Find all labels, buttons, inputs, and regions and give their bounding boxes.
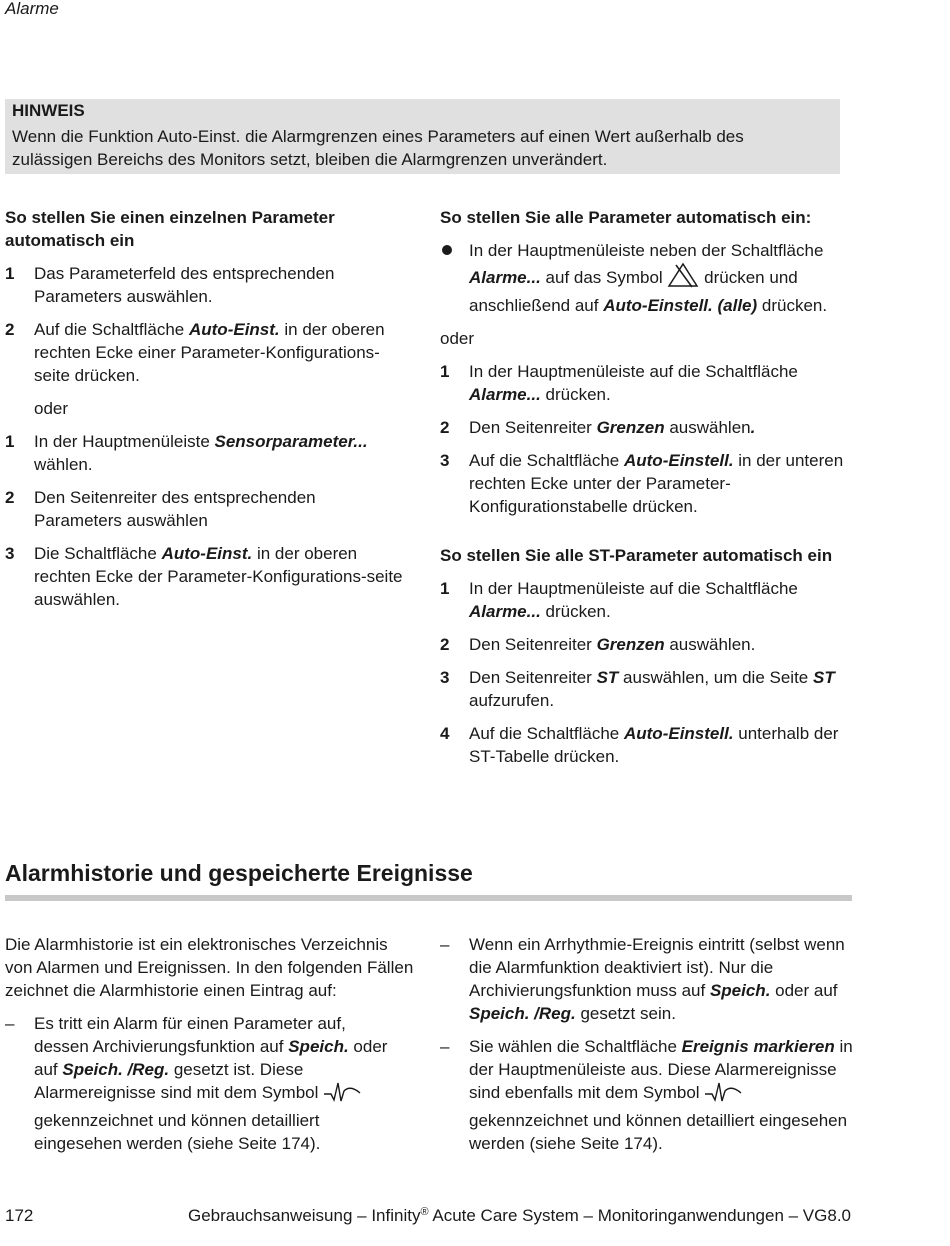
ui-term: ST xyxy=(812,668,835,687)
step-item xyxy=(440,666,869,712)
step-item xyxy=(5,430,404,476)
oder-text: oder xyxy=(440,329,475,348)
step-item xyxy=(440,722,869,768)
note-text: Wenn die Funktion Auto-Einst. die Alarmgrenzen eines Parameters auf einen Wert außerhalb des zulässigen Bereichs des Monitors setzt, bleiben die Alarmgrenzen unverändert. xyxy=(12,127,744,169)
step-item xyxy=(440,416,855,439)
step-text: Den Seitenreiter des entsprechenden Parameters auswählen xyxy=(34,488,316,530)
step-item xyxy=(440,449,854,518)
ui-term: Speich. xyxy=(709,981,771,1000)
step-text: unterhalb der ST-Tabelle drücken. xyxy=(469,724,839,766)
page-number: 172 xyxy=(5,1206,34,1225)
ui-term: Grenzen xyxy=(596,635,665,654)
ui-term: Alarme... xyxy=(469,268,541,287)
step-text: wählen. xyxy=(34,455,93,474)
ui-term: Auto-Einstell. xyxy=(623,451,734,470)
running-head: Alarme xyxy=(5,0,59,18)
dash-marker: – xyxy=(440,1037,450,1056)
step-text: In der Hauptmenüleiste auf die Schaltfläche xyxy=(469,362,798,381)
step-number: 2 xyxy=(440,635,450,654)
step-text: drücken. xyxy=(540,602,611,621)
bullet-item xyxy=(440,239,854,317)
step-text: Den Seitenreiter xyxy=(469,418,597,437)
step-text: aufzurufen. xyxy=(469,691,555,710)
step-number: 1 xyxy=(5,264,15,283)
section-right-column xyxy=(440,933,855,1155)
step-number: 3 xyxy=(440,451,450,470)
item-text: gekennzeichnet und können detailliert eingesehen werden (siehe Seite 174). xyxy=(469,1111,848,1153)
step-item xyxy=(5,318,389,387)
step-item xyxy=(5,542,404,611)
right-procedure-st xyxy=(440,544,855,768)
item-text: gekennzeichnet und können detailliert eingesehen werden (siehe Seite 174). xyxy=(34,1111,321,1153)
step-number: 1 xyxy=(440,362,450,381)
section-intro: Die Alarmhistorie ist ein elektronisches Verzeichnis von Alarmen und Ereignissen. In den folgenden Fällen zeichnet die Alarmhistorie einen Eintrag auf: xyxy=(5,935,414,1000)
step-text: in der oberen rechten Ecke einer Parameter-Konfigurations-seite drücken. xyxy=(34,320,385,385)
step-number: 2 xyxy=(440,418,450,437)
step-item xyxy=(440,577,854,623)
step-text: Das Parameterfeld des entsprechenden Parameters auswählen. xyxy=(34,264,335,306)
procedure-heading: So stellen Sie einen einzelnen Parameter automatisch ein xyxy=(5,208,335,250)
footer-title-text: Acute Care System – Monitoringanwendungen – VG8.0 xyxy=(428,1206,851,1225)
item-text: gesetzt sein. xyxy=(575,1004,676,1023)
step-number: 3 xyxy=(440,668,450,687)
dash-item xyxy=(5,1012,389,1155)
step-item xyxy=(5,486,374,532)
ui-term: Grenzen xyxy=(596,418,665,437)
oder-text: oder xyxy=(34,399,69,418)
step-text: Auf die Schaltfläche xyxy=(34,320,189,339)
step-text: drücken. xyxy=(540,385,611,404)
procedure-heading: So stellen Sie alle ST-Parameter automatisch ein xyxy=(440,546,833,565)
step-text: in der oberen rechten Ecke der Parameter-Konfigurations-seite auswählen. xyxy=(34,544,403,609)
step-number: 3 xyxy=(5,544,15,563)
procedure-heading: So stellen Sie alle Parameter automatisch ein: xyxy=(440,208,812,227)
item-text: in der Hauptmenüleiste aus. Diese Alarmereignisse sind ebenfalls mit dem Symbol xyxy=(469,1037,853,1102)
bullet-dot xyxy=(442,245,452,255)
item-text: oder auf xyxy=(34,1037,388,1079)
ui-term: Auto-Einst. xyxy=(161,544,253,563)
step-item xyxy=(5,262,415,308)
step-number: 4 xyxy=(440,724,450,743)
step-text: Den Seitenreiter xyxy=(469,635,597,654)
note-title: HINWEIS xyxy=(12,101,85,120)
step-number: 1 xyxy=(440,579,450,598)
step-item xyxy=(440,360,854,406)
step-text: drücken und anschließend auf xyxy=(469,268,798,315)
ui-term: Auto-Einstell. xyxy=(623,724,734,743)
event-waveform-icon xyxy=(323,1081,361,1109)
step-text: drücken. xyxy=(757,296,828,315)
ui-term: Speich. /Reg. xyxy=(62,1060,170,1079)
note-box xyxy=(5,99,840,174)
left-procedure xyxy=(5,206,415,611)
section-rule xyxy=(5,895,852,901)
item-text: Es tritt ein Alarm für einen Parameter auf, dessen Archivierungsfunktion auf xyxy=(34,1014,346,1056)
ui-term: Speich. /Reg. xyxy=(469,1004,576,1023)
dash-item xyxy=(440,933,854,1025)
footer-title-text: Gebrauchsanweisung – Infinity xyxy=(187,1206,421,1225)
registered-mark: ® xyxy=(420,1206,429,1218)
step-text: auf das Symbol xyxy=(540,268,668,287)
ui-term: Sensorparameter... xyxy=(214,432,368,451)
right-procedure-all xyxy=(440,206,855,518)
step-text: Die Schaltfläche xyxy=(34,544,162,563)
ui-term: Alarme... xyxy=(469,385,541,404)
ui-term: Alarme... xyxy=(469,602,541,621)
step-text: auswählen, um die Seite xyxy=(618,668,813,687)
step-text: Auf die Schaltfläche xyxy=(469,724,624,743)
ui-term: Speich. xyxy=(288,1037,349,1056)
step-number: 2 xyxy=(5,488,15,507)
section-left-column xyxy=(5,933,415,1155)
item-text: oder auf xyxy=(770,981,838,1000)
section-title: Alarmhistorie und gespeicherte Ereignisse xyxy=(5,860,473,886)
step-text: in der unteren rechten Ecke unter der Parameter-Konfigurationstabelle drücken. xyxy=(469,451,844,516)
dash-marker: – xyxy=(5,1014,15,1033)
item-text: gesetzt ist. Diese Alarmereignisse sind mit dem Symbol xyxy=(34,1060,324,1102)
step-text: Den Seitenreiter xyxy=(469,668,597,687)
event-waveform-icon xyxy=(704,1081,742,1109)
step-text: auswählen. xyxy=(664,635,756,654)
step-text: In der Hauptmenüleiste auf die Schaltfläche xyxy=(469,579,798,598)
ui-term: Ereignis markieren xyxy=(681,1037,835,1056)
step-text: In der Hauptmenüleiste neben der Schaltfläche xyxy=(469,241,824,260)
alarm-silence-triangle-icon xyxy=(667,262,699,294)
ui-term: Auto-Einstell. (alle) xyxy=(603,296,758,315)
ui-term: Auto-Einst. xyxy=(188,320,280,339)
dash-marker: – xyxy=(440,935,450,954)
step-item xyxy=(440,633,855,656)
step-text: Auf die Schaltfläche xyxy=(469,451,624,470)
item-text: Sie wählen die Schaltfläche xyxy=(469,1037,682,1056)
footer-title xyxy=(135,1204,851,1227)
step-text: In der Hauptmenüleiste xyxy=(34,432,215,451)
step-number: 1 xyxy=(5,432,15,451)
ui-term: . xyxy=(750,418,756,437)
step-text: auswählen xyxy=(664,418,751,437)
step-number: 2 xyxy=(5,320,15,339)
ui-term: ST xyxy=(596,668,619,687)
item-text: Wenn ein Arrhythmie-Ereignis eintritt (selbst wenn die Alarmfunktion deaktiviert ist). Nur die Archivierungsfunktion muss auf xyxy=(469,935,845,1000)
dash-item xyxy=(440,1035,854,1155)
